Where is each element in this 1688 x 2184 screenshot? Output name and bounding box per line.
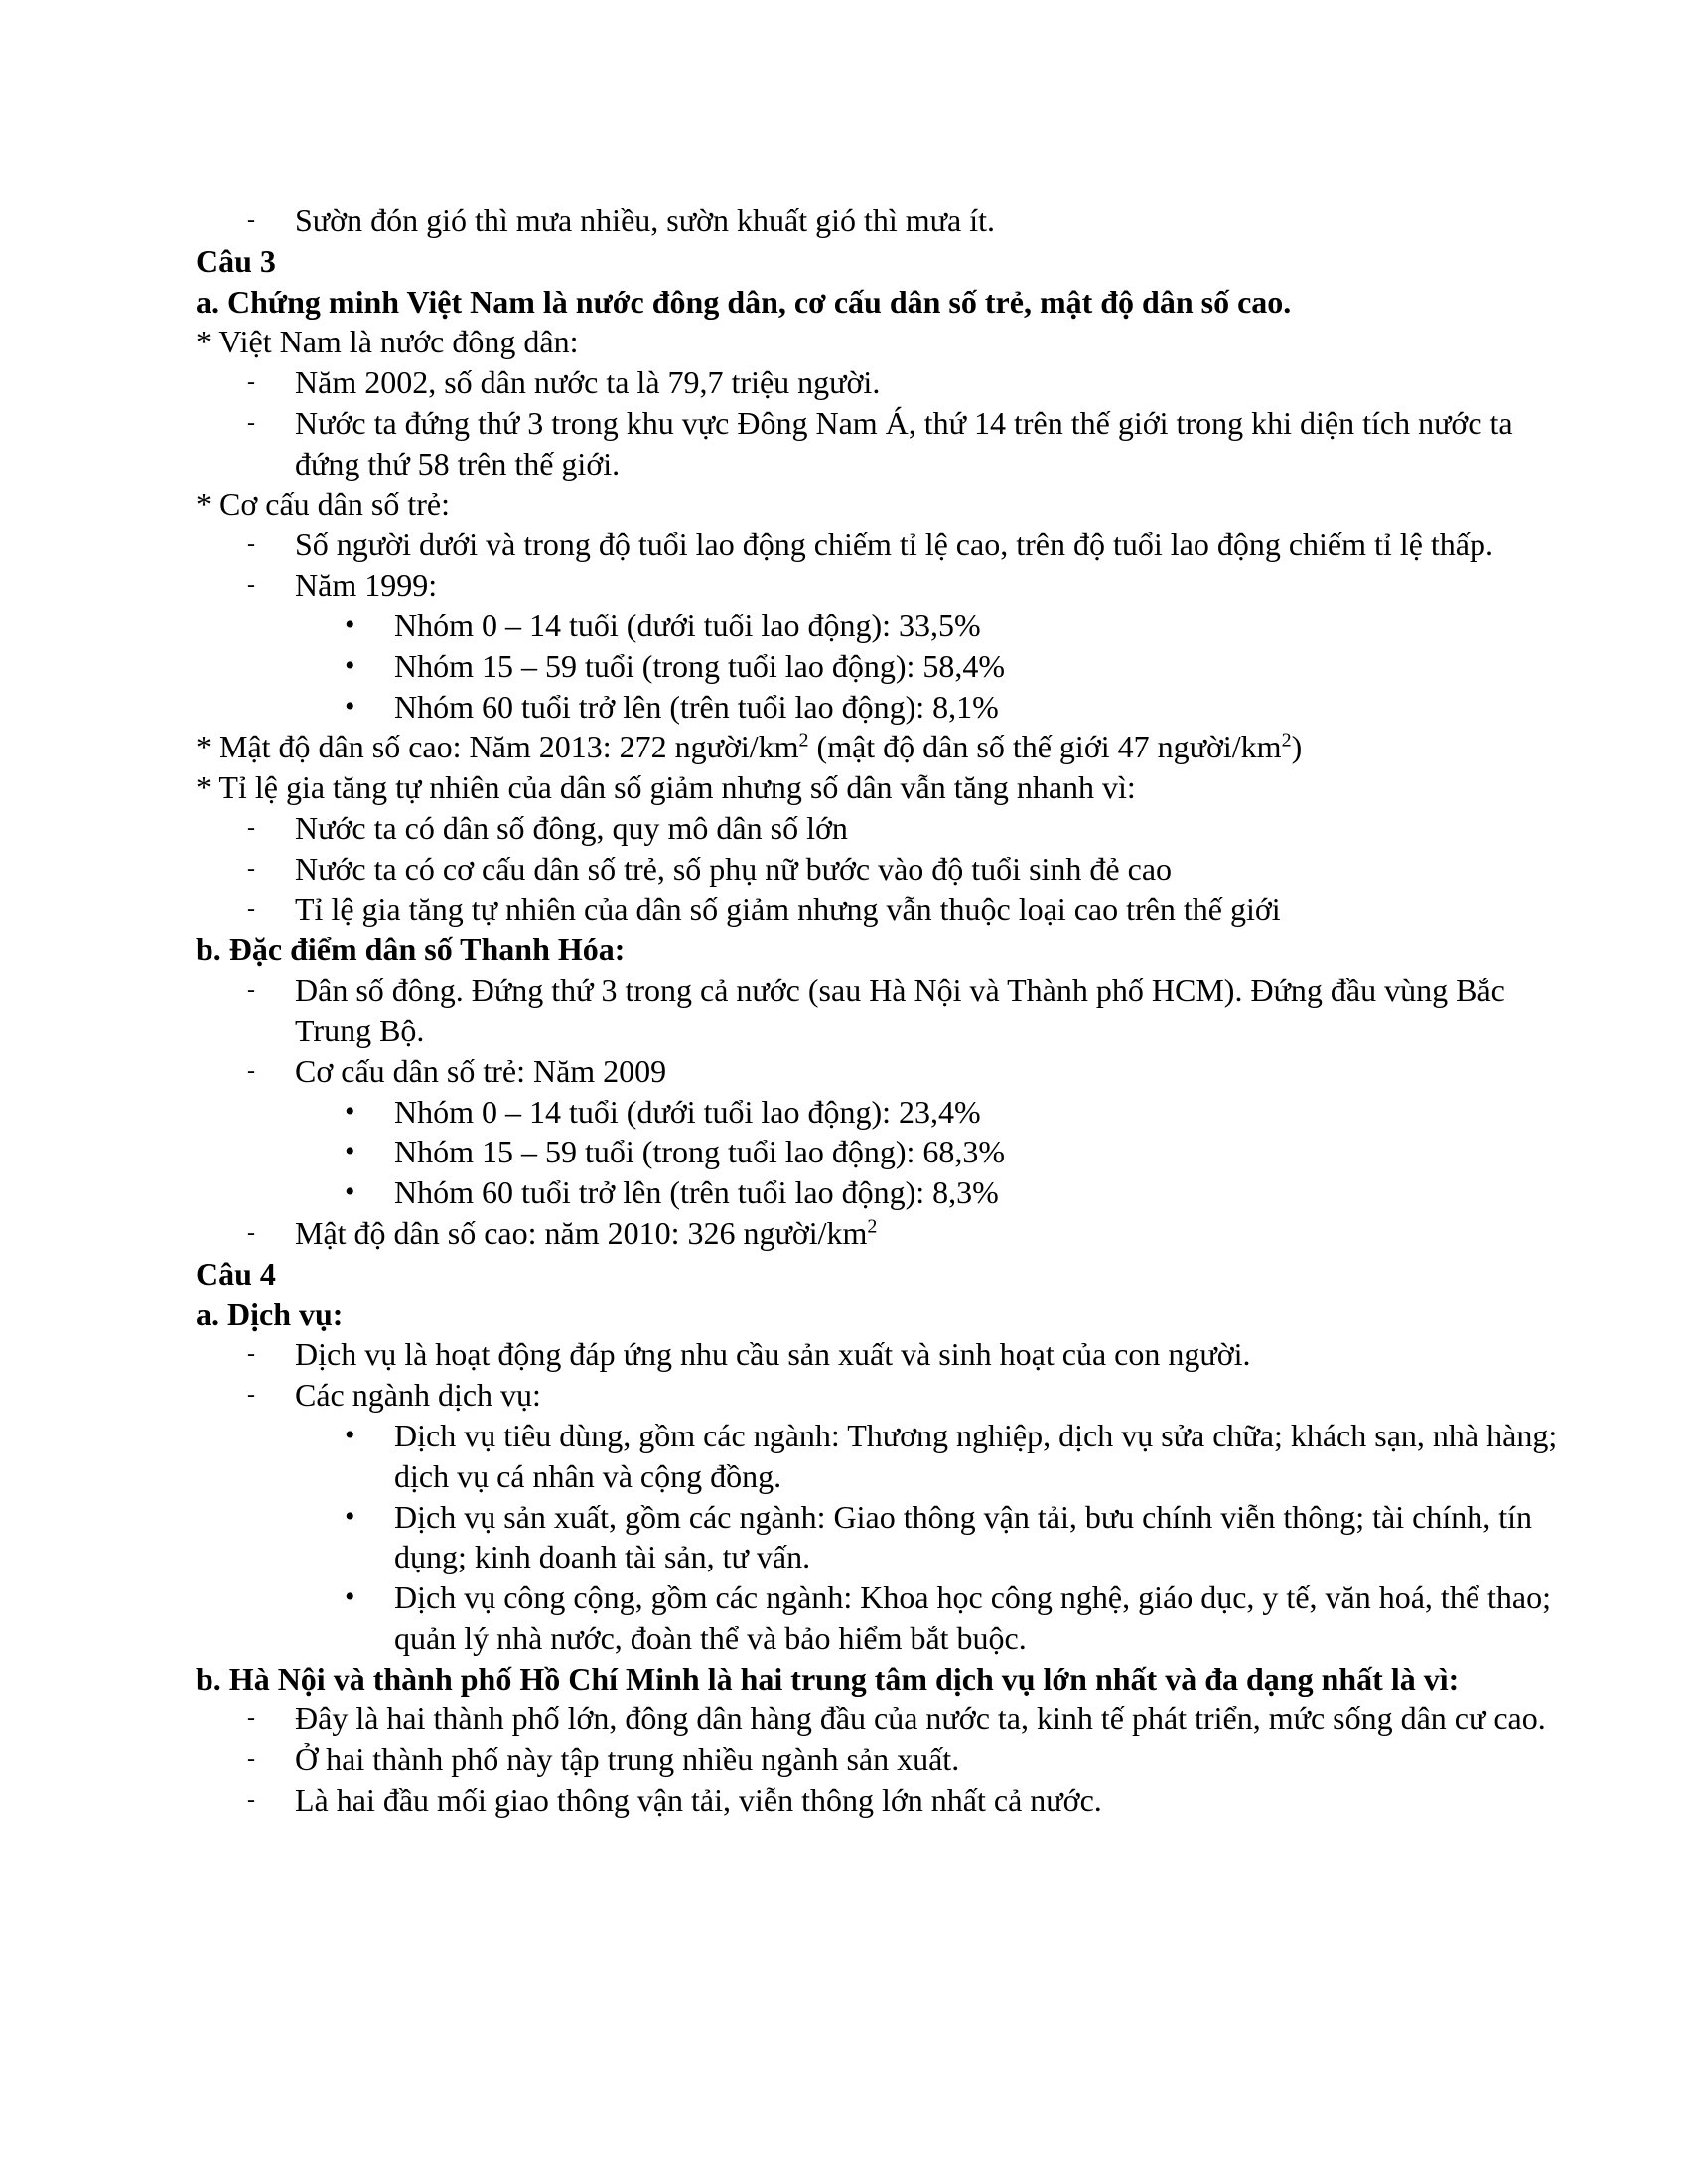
list-item: - Dịch vụ là hoạt động đáp ứng nhu cầu sản xuất và sinh hoạt của con người. (196, 1334, 1566, 1375)
text-span: ) (1291, 729, 1303, 765)
bullet-item: • Nhóm 15 – 59 tuổi (trong tuổi lao động): 68,3% (196, 1132, 1566, 1172)
question-heading-3: Câu 3 (196, 242, 276, 279)
star-point (196, 727, 1566, 767)
bullet-item: • Nhóm 60 tuổi trở lên (trên tuổi lao động): 8,3% (196, 1172, 1566, 1213)
star-point: * Việt Nam là nước đông dân: (196, 324, 579, 360)
bullet-item: • Nhóm 15 – 59 tuổi (trong tuổi lao động): 58,4% (196, 646, 1566, 687)
list-item: - Đây là hai thành phố lớn, đông dân hàng đầu của nước ta, kinh tế phát triển, mức sống dân cư cao. (196, 1699, 1566, 1739)
list-item: - Tỉ lệ gia tăng tự nhiên của dân số giảm nhưng vẫn thuộc loại cao trên thế giới (196, 889, 1566, 930)
superscript: 2 (867, 1215, 878, 1238)
bullet-item: • Nhóm 60 tuổi trở lên (trên tuổi lao động): 8,1% (196, 687, 1566, 728)
section-heading: b. Đặc điểm dân số Thanh Hóa: (196, 931, 626, 968)
list-item: - Nước ta đứng thứ 3 trong khu vực Đông Nam Á, thứ 14 trên thế giới trong khi diện tích nước ta đứng thứ 58 trên thế giới. (196, 403, 1566, 484)
bullet-item: • Dịch vụ tiêu dùng, gồm các ngành: Thương nghiệp, dịch vụ sửa chữa; khách sạn, nhà hàng; dịch vụ cá nhân và cộng đồng. (196, 1416, 1566, 1497)
list-item: - Cơ cấu dân số trẻ: Năm 2009 (196, 1051, 1566, 1092)
list-item: - Nước ta có dân số đông, quy mô dân số lớn (196, 808, 1566, 849)
superscript: 2 (1281, 729, 1292, 751)
superscript: 2 (798, 729, 809, 751)
bullet-item: • Dịch vụ công cộng, gồm các ngành: Khoa học công nghệ, giáo dục, y tế, văn hoá, thể thao; quản lý nhà nước, đoàn thể và bảo hiểm bắt buộc. (196, 1577, 1566, 1659)
document-body (196, 201, 1566, 1821)
section-heading: a. Dịch vụ: (196, 1296, 344, 1332)
list-item: - Ở hai thành phố này tập trung nhiều ngành sản xuất. (196, 1739, 1566, 1780)
section-heading: a. Chứng minh Việt Nam là nước đông dân, cơ cấu dân số trẻ, mật độ dân số cao. (196, 283, 1292, 320)
text-span: * Mật độ dân số cao: Năm 2013: 272 người/km (196, 729, 799, 765)
bullet-item: • Nhóm 0 – 14 tuổi (dưới tuổi lao động): 33,5% (196, 606, 1566, 646)
list-item: - Số người dưới và trong độ tuổi lao động chiếm tỉ lệ cao, trên độ tuổi lao động chiếm tỉ lệ thấp. (196, 524, 1566, 565)
list-item: - Năm 1999: (196, 565, 1566, 606)
list-item: - Các ngành dịch vụ: (196, 1375, 1566, 1416)
section-heading: b. Hà Nội và thành phố Hồ Chí Minh là hai trung tâm dịch vụ lớn nhất và đa dạng nhất là vì: (196, 1660, 1460, 1697)
star-point: * Tỉ lệ gia tăng tự nhiên của dân số giảm nhưng số dân vẫn tăng nhanh vì: (196, 769, 1136, 806)
star-point: * Cơ cấu dân số trẻ: (196, 485, 450, 522)
text-span: (mật độ dân số thế giới 47 người/km (808, 729, 1282, 765)
list-item (196, 1213, 1566, 1254)
list-item: - Sườn đón gió thì mưa nhiều, sườn khuất gió thì mưa ít. (196, 201, 1566, 241)
bullet-item: • Dịch vụ sản xuất, gồm các ngành: Giao thông vận tải, bưu chính viễn thông; tài chính, tín dụng; kinh doanh tài sản, tư vấn. (196, 1497, 1566, 1578)
list-item: - Dân số đông. Đứng thứ 3 trong cả nước (sau Hà Nội và Thành phố HCM). Đứng đầu vùng Bắc Trung Bộ. (196, 970, 1566, 1051)
bullet-item: • Nhóm 0 – 14 tuổi (dưới tuổi lao động): 23,4% (196, 1092, 1566, 1133)
question-heading-4: Câu 4 (196, 1255, 276, 1292)
list-item: - Là hai đầu mối giao thông vận tải, viễn thông lớn nhất cả nước. (196, 1780, 1566, 1821)
list-item: - Năm 2002, số dân nước ta là 79,7 triệu người. (196, 362, 1566, 403)
text-span: Mật độ dân số cao: năm 2010: 326 người/km (295, 1214, 868, 1251)
list-item: - Nước ta có cơ cấu dân số trẻ, số phụ nữ bước vào độ tuổi sinh đẻ cao (196, 849, 1566, 889)
